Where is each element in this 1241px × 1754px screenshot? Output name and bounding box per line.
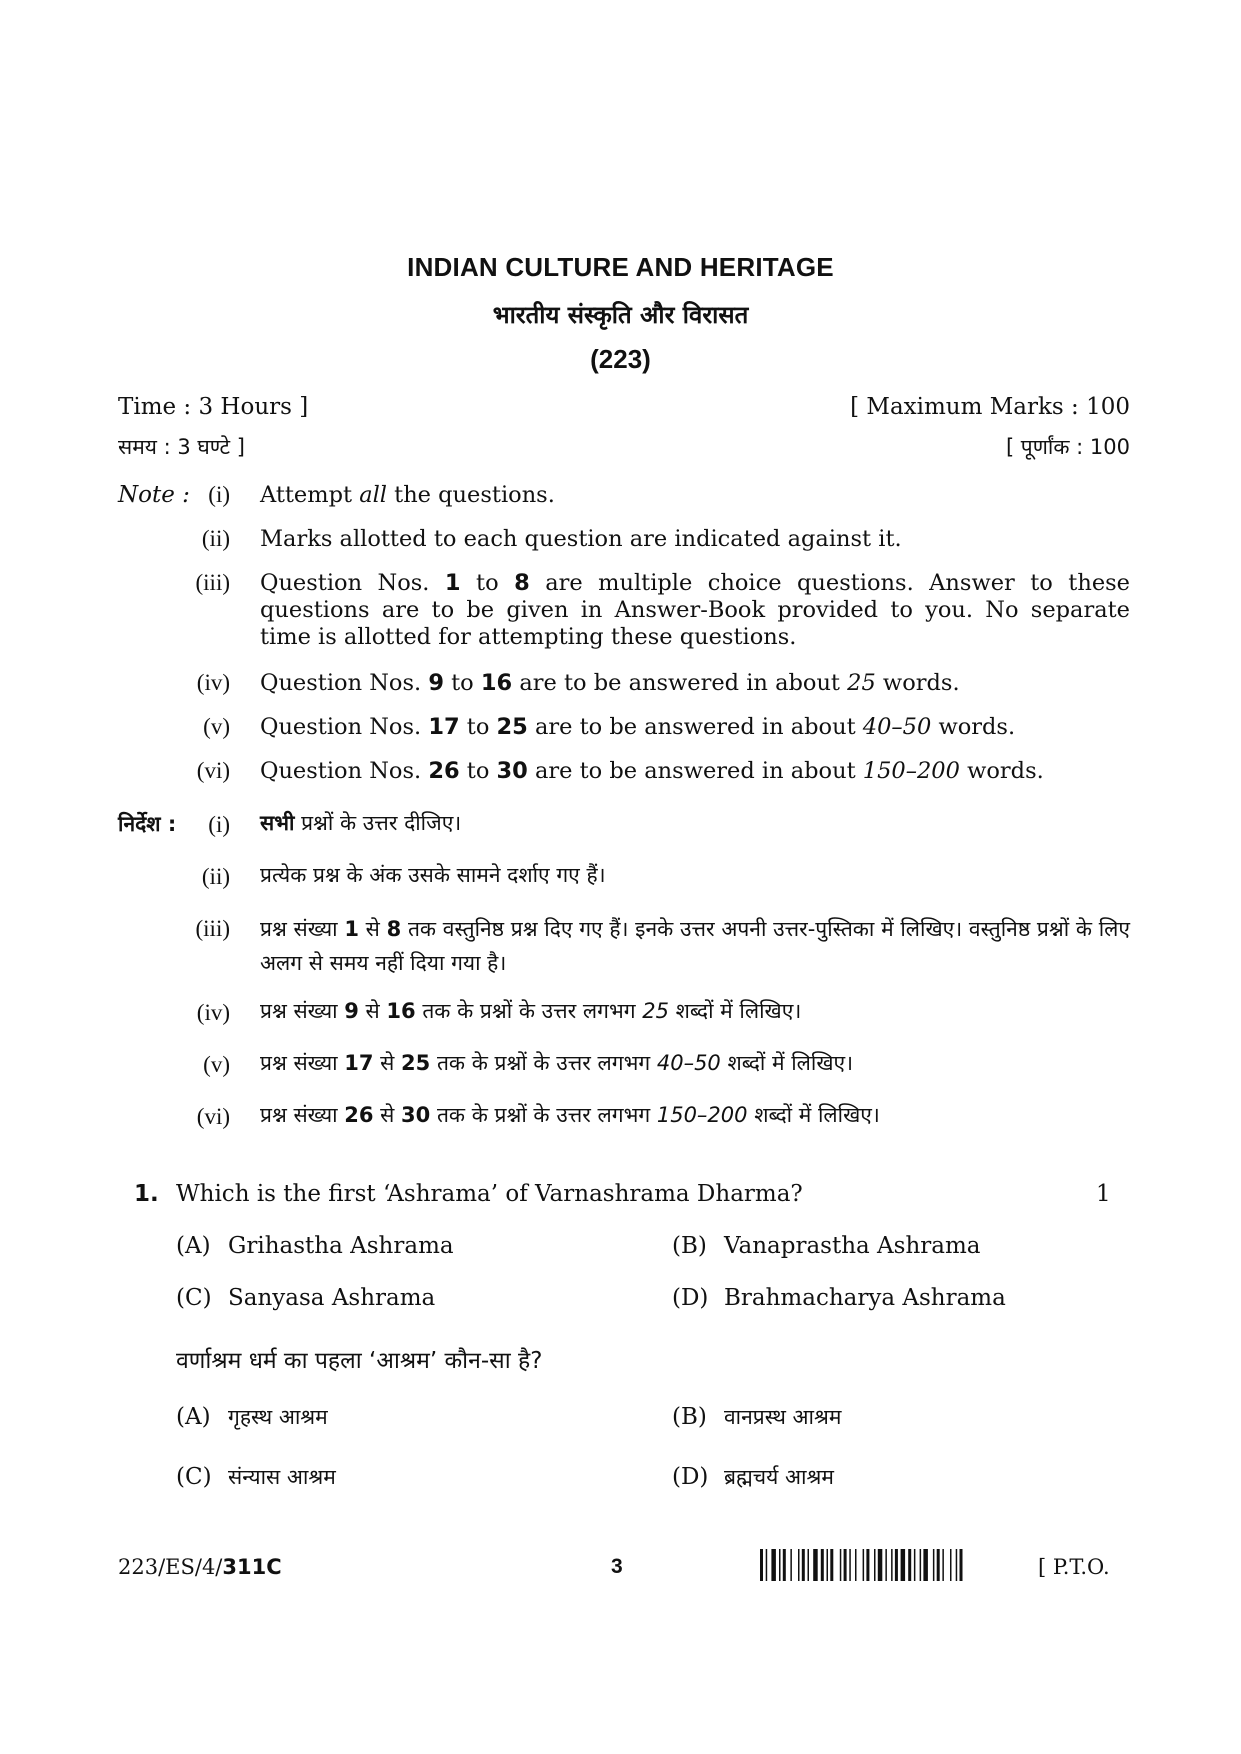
paper-footer-code: 223/ES/4/311C [118,1555,282,1579]
question-number: 1. [134,1181,159,1207]
question-marks: 1 [1096,1181,1111,1207]
barcode-image [760,1549,1020,1581]
option-d-hindi: (D) ब्रह्मचर्य आश्रम [672,1464,834,1490]
paper-code: (223) [590,344,651,374]
time-label: Time : 3 Hours ] [118,394,309,420]
paper-title-hindi: भारतीय संस्कृति और विरासत [492,301,749,329]
option-d: (D) Brahmacharya Ashrama [672,1285,1006,1311]
option-b-hindi: (B) वानप्रस्थ आश्रम [672,1404,842,1430]
option-c-hindi: (C) संन्यास आश्रम [176,1464,336,1490]
question-text-hindi: वर्णाश्रम धर्म का पहला ‘आश्रम’ कौन-सा है? [176,1348,543,1374]
page-number: 3 [611,1555,623,1578]
option-a-hindi: (A) गृहस्थ आश्रम [176,1404,328,1430]
question-text: Which is the first ‘Ashrama’ of Varnashrama Dharma? [176,1181,803,1207]
option-b: (B) Vanaprastha Ashrama [672,1233,981,1259]
note-label: Note : [118,482,190,508]
exam-page: INDIAN CULTURE AND HERITAGE भारतीय संस्कृति और विरासत (223) Time : 3 Hours ] [ Maximum Marks : 100 समय : 3 घण्टे ] [ पूर्णांक : 100 Note : (i) Attempt all the questions. (ii) Marks allotted to each question are indicated against it. (iii) Question Nos. 1 to 8 are multiple choice questions. Answer to these questions are to be given in Answer-Book provided to you. No separate time is allotted for attempting these questions. (iv) Question Nos. 9 to 16 are to be answered in about 25 words. (v) Question Nos. 17 to 25 are to be answered in about 40–50 words. (vi) Question Nos. 26 to 30 are to be answered in about 150–200 words. निर्देश : (i) सभी प्रश्नों के उत्तर दीजिए। (ii) प्रत्येक प्रश्न के अंक उसके सामने दर्शाए गए हैं। (iii) प्रश्न संख्या 1 से 8 तक वस्तुनिष्ठ प्रश्न दिए गए हैं। इनके उत्तर अपनी उत्तर-पुस्तिका में लिखिए। वस्तुनिष्ठ प्रश्नों के लिए अलग से समय नहीं दिया गया है। (iv) प्रश्न संख्या 9 से 16 तक के प्रश्नों के उत्तर लगभग 25 शब्दों में लिखिए। (v) प्रश्न संख्या 17 से 25 तक के प्रश्नों के उत्तर लगभग 40–50 शब्दों में लिखिए। (vi) प्रश्न संख्या 26 से 30 तक के प्रश्नों के उत्तर लगभग 150–200 शब्दों में लिखिए। 1. Which is the first ‘Ashrama’ of Varnashrama Dharma? 1 (A) Grihastha Ashrama (B) Vanaprastha Ashrama (C) Sanyasa Ashrama (D) Brahmacharya Ashrama वर्णाश्रम धर्म का पहला ‘आश्रम’ कौन-सा है? (A) गृहस्थ आश्रम (B) वानप्रस्थ आश्रम (C) संन्यास आश्रम (D) ब्रह्मचर्य आश्रम 223/ES/4/311C 3 [ P.T.O. [0,0,1241,1754]
pto-label: [ P.T.O. [1038,1555,1110,1579]
max-marks-label-hindi: [ पूर्णांक : 100 [1005,435,1130,459]
option-c: (C) Sanyasa Ashrama [176,1285,436,1311]
max-marks-label: [ Maximum Marks : 100 [850,394,1130,420]
paper-title: INDIAN CULTURE AND HERITAGE [407,252,834,282]
option-a: (A) Grihastha Ashrama [176,1233,454,1259]
time-label-hindi: समय : 3 घण्टे ] [118,435,246,459]
note-label-hindi: निर्देश : [118,812,177,836]
